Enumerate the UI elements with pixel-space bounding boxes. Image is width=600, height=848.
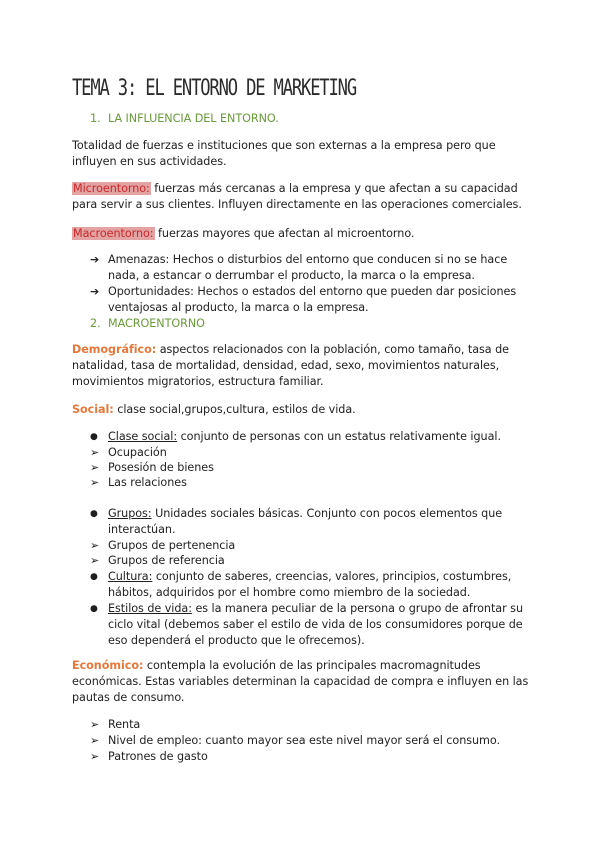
intro-line-2: influyen en sus actividades.	[72, 155, 227, 168]
bullet-icon: ●	[90, 509, 98, 519]
demografico-term: Demográfico:	[72, 343, 157, 356]
economico-term: Económico:	[72, 659, 144, 672]
section-1-number: 1.	[90, 112, 101, 125]
clase-social-item: Clase social: conjunto de personas con un estatus relativamente igual.	[108, 430, 501, 443]
clase-item-relaciones: Las relaciones	[108, 476, 187, 489]
arrowhead-icon: ➢	[90, 539, 100, 552]
social-term: Social:	[72, 403, 114, 416]
cultura-line-2: hábitos, adquiridos por el hombre como miembro de la sociedad.	[108, 586, 471, 599]
grupos-item: Grupos: Unidades sociales básicas. Conjunto con pocos elementos que	[108, 507, 503, 520]
bullet-icon: ●	[90, 604, 98, 614]
economico-item-empleo: Nivel de empleo: cuanto mayor sea este nivel mayor será el consumo.	[108, 734, 501, 747]
amenazas-line-2: nada, a estancar o derrumbar el producto, la marca o la empresa.	[108, 269, 475, 282]
economico-paragraph: Económico: contempla la evolución de las principales macromagnitudes	[72, 659, 481, 672]
grupos-item-pertenencia: Grupos de pertenencia	[108, 539, 236, 552]
estilos-term: Estilos de vida:	[108, 602, 192, 615]
estilos-line-2: ciclo vital (debemos saber el estilo de vida de los consumidores porque de	[108, 618, 523, 631]
cultura-term: Cultura:	[108, 570, 153, 583]
bullet-icon: ●	[90, 572, 98, 582]
demografico-line-2: natalidad, tasa de mortalidad, densidad, edad, sexo, movimientos naturales,	[72, 359, 500, 372]
section-2-heading: MACROENTORNO	[108, 317, 205, 330]
bullet-icon: ●	[90, 432, 98, 442]
microentorno-paragraph: Microentorno: fuerzas más cercanas a la empresa y que afectan a su capacidad	[73, 182, 518, 195]
estilos-item: Estilos de vida: es la manera peculiar de la persona o grupo de afrontar su	[108, 602, 523, 615]
intro-line-1: Totalidad de fuerzas e instituciones que son externas a la empresa pero que	[72, 139, 496, 152]
arrowhead-icon: ➢	[90, 718, 100, 731]
demografico-paragraph: Demográfico: aspectos relacionados con la población, como tamaño, tasa de	[72, 343, 509, 356]
clase-social-term: Clase social:	[108, 430, 178, 443]
economico-line-2: económicas. Estas variables determinan la capacidad de compra e influyen en las	[72, 675, 529, 688]
arrowhead-icon: ➢	[90, 446, 100, 459]
economico-line-3: pautas de consumo.	[72, 691, 185, 704]
grupos-line-2: interactúan.	[108, 523, 176, 536]
arrow-icon: ➔	[90, 253, 100, 266]
macroentorno-term: Macroentorno:	[73, 227, 154, 240]
amenazas-line-1: Amenazas: Hechos o disturbios del entorno que conducen si no se hace	[108, 253, 508, 266]
section-2-number: 2.	[90, 317, 101, 330]
arrowhead-icon: ➢	[90, 461, 100, 474]
oportunidades-line-2: ventajosas al producto, la marca o la empresa.	[108, 301, 369, 314]
social-paragraph: Social: clase social,grupos,cultura, estilos de vida.	[72, 403, 356, 416]
cultura-item: Cultura: conjunto de saberes, creencias, valores, principios, costumbres,	[108, 570, 512, 583]
microentorno-line-2: para servir a sus clientes. Influyen directamente en las operaciones comerciales.	[72, 198, 522, 211]
oportunidades-line-1: Oportunidades: Hechos o estados del entorno que pueden dar posiciones	[108, 285, 517, 298]
arrowhead-icon: ➢	[90, 750, 100, 763]
grupos-item-referencia: Grupos de referencia	[108, 554, 225, 567]
arrow-icon: ➔	[90, 285, 100, 298]
estilos-line-3: eso dependerá el producto que le ofrecemos).	[108, 634, 365, 647]
grupos-term: Grupos:	[108, 507, 152, 520]
page-title: TEMA 3: EL ENTORNO DE MARKETING	[72, 76, 357, 101]
microentorno-term: Microentorno:	[73, 182, 150, 195]
section-1-heading: LA INFLUENCIA DEL ENTORNO.	[108, 112, 279, 125]
economico-item-gasto: Patrones de gasto	[108, 750, 208, 763]
clase-item-posesion: Posesión de bienes	[108, 461, 214, 474]
arrowhead-icon: ➢	[90, 554, 100, 567]
arrowhead-icon: ➢	[90, 476, 100, 489]
macroentorno-paragraph: Macroentorno: fuerzas mayores que afectan al microentorno.	[73, 227, 415, 240]
clase-item-ocupacion: Ocupación	[108, 446, 167, 459]
economico-item-renta: Renta	[108, 718, 141, 731]
arrowhead-icon: ➢	[90, 734, 100, 747]
demografico-line-3: movimientos migratorios, estructura familiar.	[72, 375, 324, 388]
